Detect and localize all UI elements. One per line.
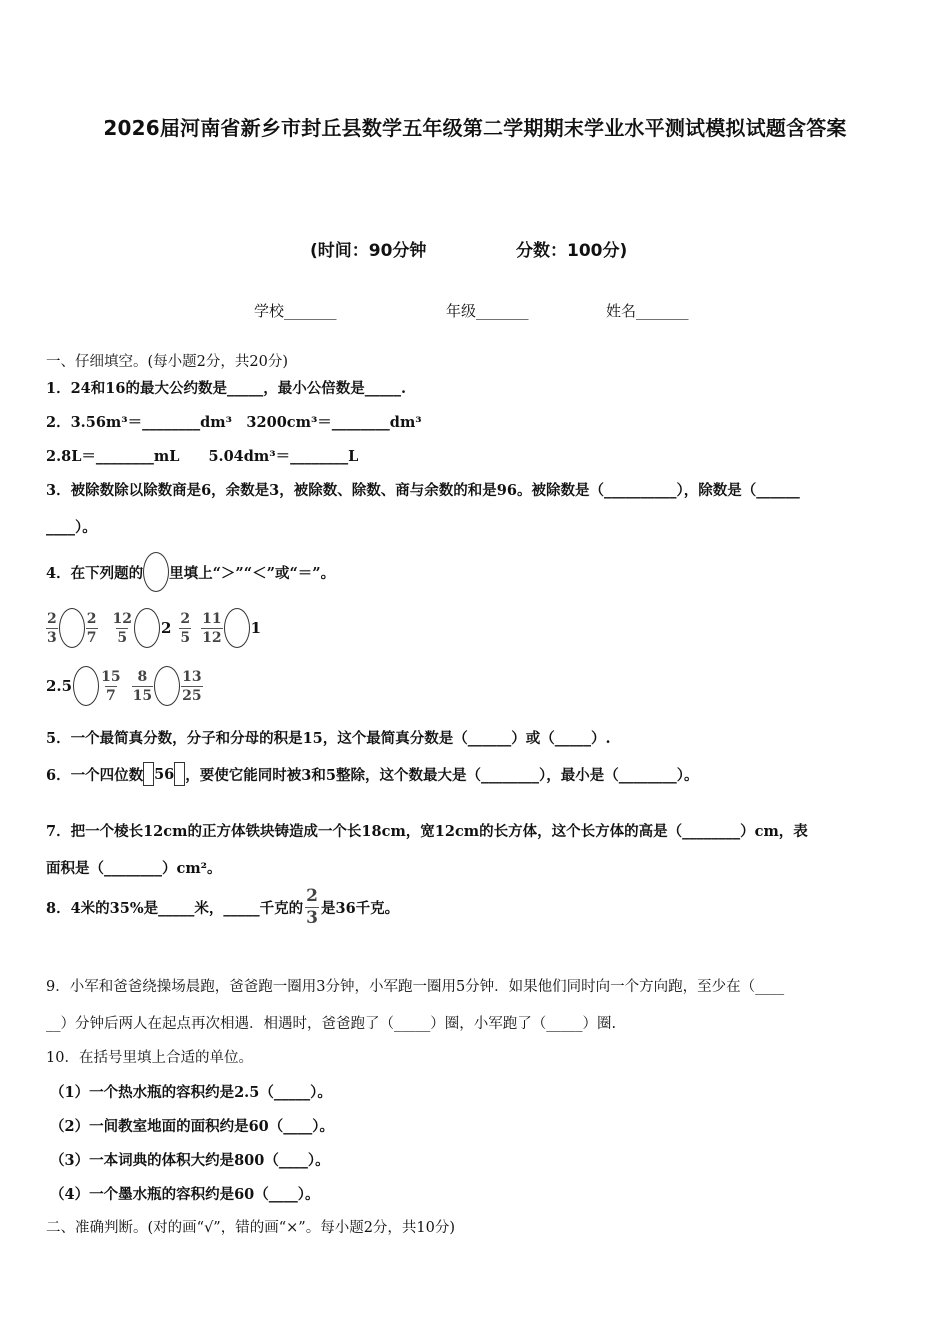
exam-score: 分数：100分) — [516, 241, 628, 261]
answer-oval[interactable] — [59, 608, 85, 648]
question-3-line1: 3．被除数除以除数商是6，余数是3，被除数、除数、商与余数的和是96。被除数是（__________），除数是（______ — [46, 482, 800, 499]
digit-box-icon — [143, 762, 154, 786]
fraction: $\frac{12}{5}$ — [112, 610, 132, 646]
answer-oval[interactable] — [73, 666, 99, 706]
fraction: $\frac{13}{25}$ — [182, 668, 202, 704]
grade-field: 年级_______ — [446, 302, 529, 320]
question-1: 1．24和16的最大公约数是_____，最小公倍数是_____. — [46, 380, 406, 397]
question-8-text-a: 8．4米的35%是_____米，_____千克的 — [46, 900, 304, 917]
fraction: $\frac{8}{15}$ — [132, 668, 153, 704]
answer-oval[interactable] — [134, 608, 160, 648]
question-4-instruction — [46, 552, 335, 592]
fraction: $\frac{11}{12}$ — [202, 610, 222, 646]
question-10-1: （1）一个热水瓶的容积约是2.5（_____）。 — [50, 1084, 332, 1101]
question-8 — [46, 888, 399, 927]
answer-oval[interactable] — [224, 608, 250, 648]
question-7-line2: 面积是（________）cm²。 — [46, 860, 222, 877]
question-6-digits: 56 — [154, 765, 175, 783]
question-4-row-2 — [46, 666, 204, 706]
section1-heading: 一、仔细填空。(每小题2分，共20分) — [46, 354, 288, 370]
name-field: 姓名_______ — [606, 302, 689, 320]
question-5: 5．一个最简真分数，分子和分母的积是15，这个最简真分数是（______）或（_____）. — [46, 730, 611, 747]
exam-time: (时间：90分钟 — [310, 241, 427, 261]
answer-oval[interactable] — [154, 666, 180, 706]
question-10-2: （2）一间教室地面的面积约是60（____）。 — [50, 1118, 335, 1135]
question-7-line1: 7．把一个棱长12cm的正方体铁块铸造成一个长18cm，宽12cm的长方体，这个长方体的高是（________）cm，表 — [46, 823, 808, 840]
question-4-text-b: 里填上“＞”“＜”或“＝”。 — [169, 564, 336, 582]
section2-heading: 二、准确判断。(对的画“√”，错的画“×”。每小题2分，共10分) — [46, 1220, 456, 1236]
fraction: $\frac{2}{7}$ — [86, 610, 97, 646]
question-10: 10．在括号里填上合适的单位。 — [46, 1050, 253, 1066]
question-2-line2: 2.8L＝________mL 5.04dm³＝________L — [46, 448, 359, 465]
fraction: $\frac{2}{3}$ — [47, 610, 57, 646]
question-10-4: （4）一个墨水瓶的容积约是60（____）。 — [50, 1186, 320, 1203]
question-6 — [46, 762, 698, 786]
page-title: 2026届河南省新乡市封丘县数学五年级第二学期期末学业水平测试模拟试题含答案 — [103, 116, 847, 140]
value: 2.5 — [46, 677, 73, 695]
question-9-line1: 9．小军和爸爸绕操场晨跑，爸爸跑一圈用3分钟，小军跑一圈用5分钟．如果他们同时向一个方向跑，至少在（____ — [46, 979, 785, 995]
fraction: $\frac{15}{7}$ — [101, 668, 121, 704]
value: 1 — [250, 619, 262, 637]
question-4-row-1 — [46, 608, 262, 648]
question-10-3: （3）一本词典的体积大约是800（____）。 — [50, 1152, 330, 1169]
question-8-text-b: 是36千克。 — [320, 900, 400, 917]
fraction: $\frac{2}{3}$ — [306, 886, 318, 928]
value: 2 — [160, 619, 172, 637]
question-6-text-a: 6．一个四位数 — [46, 766, 144, 784]
question-9-line2: __）分钟后两人在起点再次相遇．相遇时，爸爸跑了（_____）圈，小军跑了（_____）圈. — [46, 1016, 617, 1032]
digit-box-icon — [174, 762, 185, 786]
question-4-text-a: 4．在下列题的 — [46, 564, 144, 582]
question-6-text-c: ，要使它能同时被3和5整除，这个数最大是（________），最小是（________）。 — [185, 766, 699, 784]
question-3-line2: ____）。 — [46, 519, 97, 536]
comparison-oval-icon — [143, 552, 169, 592]
fraction: $\frac{2}{5}$ — [180, 610, 191, 646]
school-field: 学校_______ — [254, 302, 337, 320]
question-2-line1: 2．3.56m³＝________dm³ 3200cm³＝________dm³ — [46, 414, 422, 431]
